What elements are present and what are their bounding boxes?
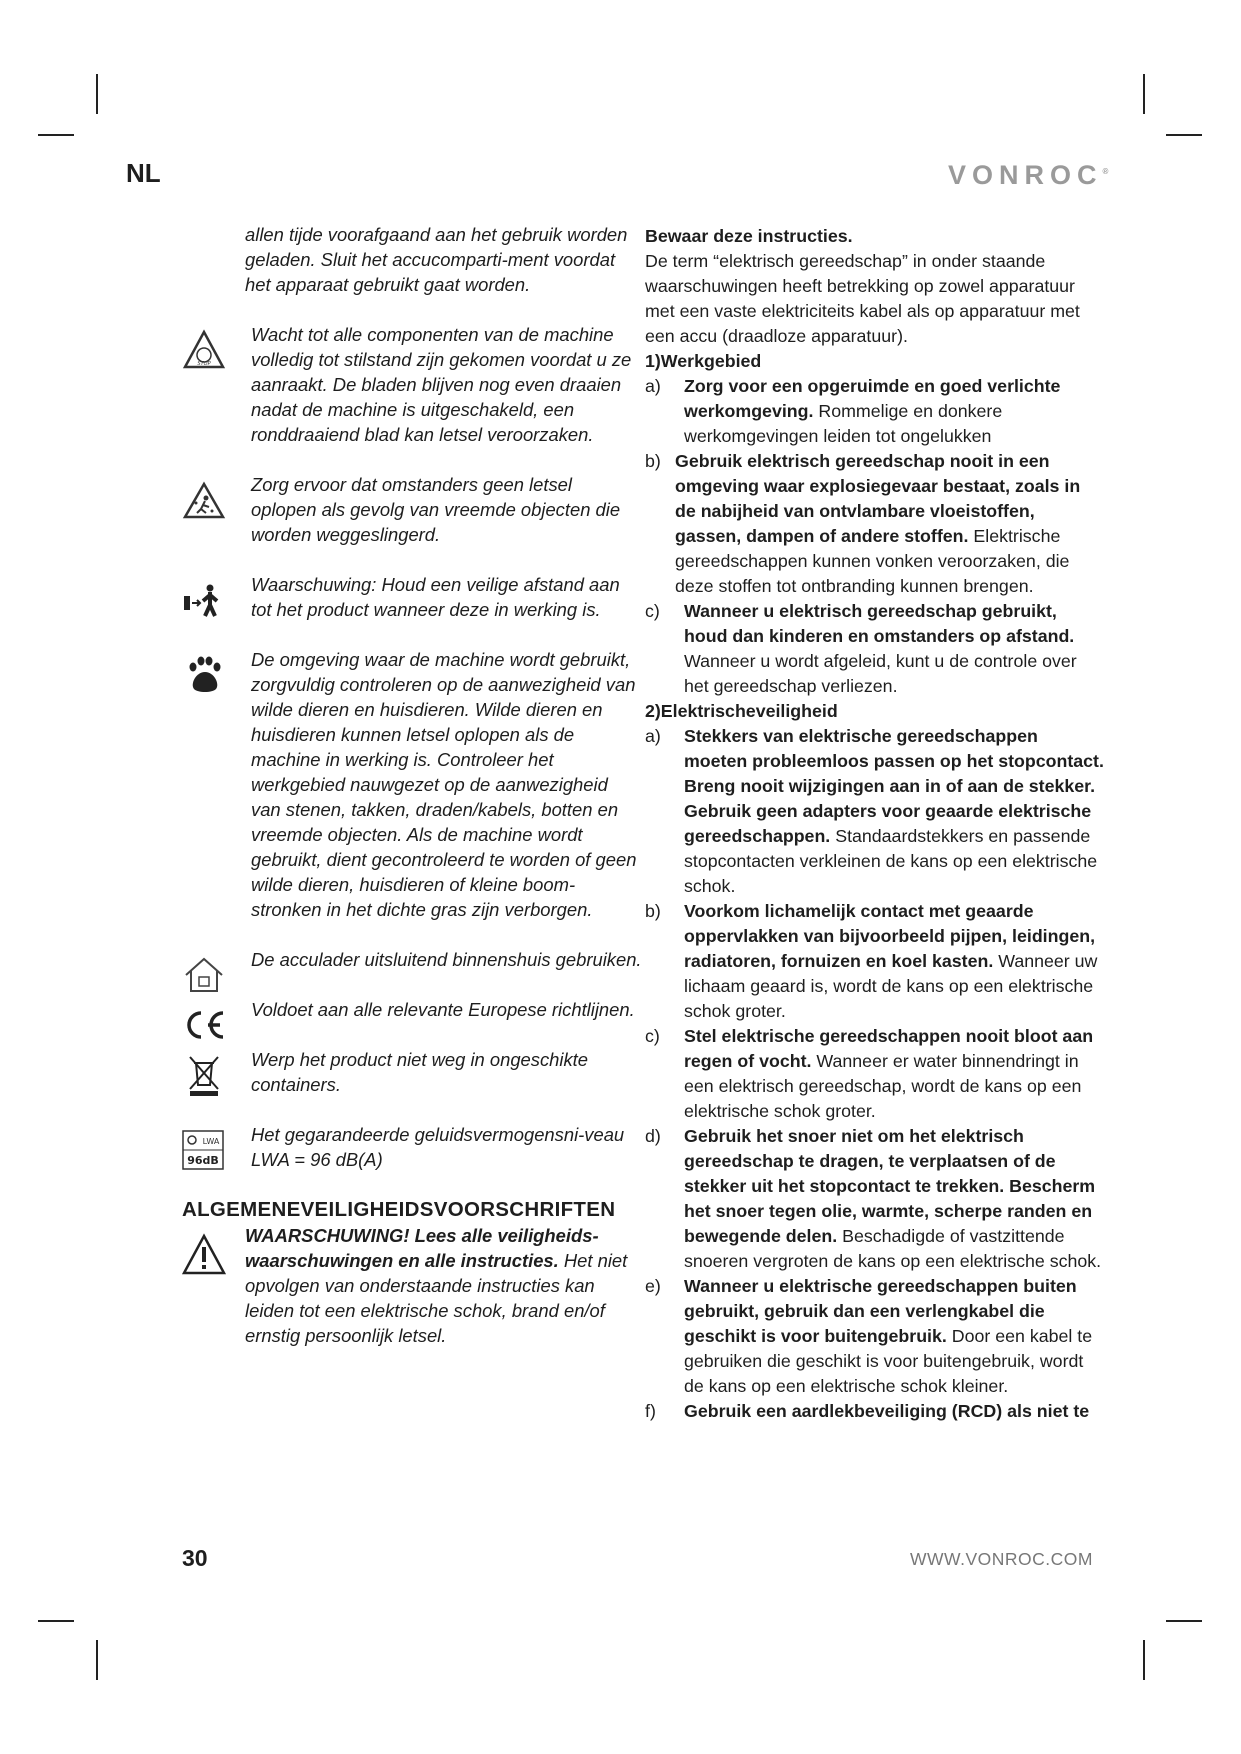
section-title: 1)Werkgebied	[645, 351, 762, 371]
general-warning-row	[182, 1223, 642, 1348]
item-rest: Door een kabel te gebruiken die geschikt is voor buitengebruik, wordt de kans op een elektrische schok kleiner.	[684, 1326, 1093, 1396]
item-letter: b)	[645, 451, 661, 471]
symbol-row	[182, 947, 642, 972]
item-bold: Gebruik elektrisch gereedschap nooit in een omgeving waar explosiegevaar bestaat, zoals in de nabijheid van ontvlambare vloeistoffen, gassen, dampen of andere stoffen.	[675, 451, 1081, 546]
paw-icon	[182, 653, 226, 697]
safe-distance-icon	[182, 578, 226, 622]
item-bold: Wanneer u elektrisch gereedschap gebruikt, houd dan kinderen en omstanders op afstand.	[684, 601, 1075, 646]
symbol-row	[182, 1047, 642, 1097]
ce-mark-icon	[182, 1003, 226, 1047]
item-bold: Stekkers van elektrische gereedschappen moeten probleemloos passen op het stopcontact. Breng nooit wijzigingen aan in of aan de stekker. Gebruik geen adapters voor geaarde elektrische gereedschappen.	[684, 726, 1104, 846]
item-rest: Wanneer u wordt afgeleid, kunt u de controle over het gereedschap verliezen.	[684, 651, 1077, 696]
item-bold: Voorkom lichamelijk contact met geaarde oppervlakken van bijvoorbeeld pijpen, leidingen, radiatoren, fornuizen en koel kasten.	[684, 901, 1096, 971]
item-rest: Wanneer er water binnendringt in een elektrisch gereedschap, wordt de kans op een elektrische schok groter.	[684, 1051, 1082, 1121]
symbol-text: Wacht tot alle componenten van de machine volledig tot stilstand zijn gekomen voordat u ze aanraakt. De bladen blijven nog even draaien nadat de machine is uitgeschakeld, een ronddraaiend blad kan letsel veroorzaken.	[251, 324, 632, 445]
item-bold: Zorg voor een opgeruimde en goed verlichte werkomgeving.	[684, 376, 1061, 421]
item-bold: Wanneer u elektrische gereedschappen buiten gebruikt, gebruik dan een verlengkabel die geschikt is voor buitengebruik.	[684, 1276, 1077, 1346]
left-column	[182, 222, 642, 1348]
section-title: 2)Elektrischeveiligheid	[645, 701, 838, 721]
item-letter: d)	[645, 1126, 661, 1146]
stop-warning-icon	[182, 328, 226, 372]
symbol-row	[182, 472, 642, 547]
list-item	[645, 899, 1105, 1024]
crop-mark	[1143, 1640, 1145, 1680]
warning-triangle-icon	[182, 1233, 226, 1277]
language-code: NL	[126, 158, 161, 188]
svg-text:STOP: STOP	[197, 361, 211, 367]
item-letter: b)	[645, 901, 661, 921]
item-rest: Standaardstekkers en passende stopcontacten verkleinen de kans op een elektrische schok.	[684, 826, 1098, 896]
symbol-text: Voldoet aan alle relevante Europese richtlijnen.	[251, 999, 635, 1020]
list-item	[645, 724, 1105, 899]
item-letter: e)	[645, 1276, 661, 1296]
crop-mark	[96, 1640, 98, 1680]
list-item	[645, 1124, 1105, 1274]
symbol-row	[182, 997, 642, 1022]
list-item	[645, 374, 1105, 449]
indoor-use-icon	[182, 953, 226, 997]
noise-level-icon	[182, 1128, 226, 1172]
symbol-row	[182, 647, 642, 922]
general-warning-rest: Het niet opvolgen van onderstaande instructies kan leiden tot een elektrische schok, brand en/of ernstig persoonlijk letsel.	[245, 1250, 628, 1346]
brand-logo	[948, 160, 1108, 191]
list-item	[645, 1399, 1105, 1424]
item-rest: Rommelige en donkere werkomgevingen leiden tot ongelukken	[684, 401, 1003, 446]
item-letter: c)	[645, 601, 660, 621]
crop-mark	[96, 74, 98, 114]
brand-name: VONROC	[948, 160, 1103, 190]
item-bold: Gebruik een aardlekbeveiliging (RCD) als niet te	[684, 1401, 1090, 1421]
list-item	[645, 1274, 1105, 1399]
list-item	[645, 1024, 1105, 1124]
item-letter: a)	[645, 726, 661, 746]
page-number: 30	[182, 1545, 208, 1571]
crop-mark	[1166, 1620, 1202, 1622]
item-letter: f)	[645, 1401, 656, 1421]
noise-level-label: LWA	[202, 1137, 220, 1146]
right-column	[645, 224, 1105, 1424]
item-rest: Elektrische gereedschappen kunnen vonken veroorzaken, die deze stoffen tot ontbranding kunnen brengen.	[675, 526, 1070, 596]
item-bold: Stel elektrische gereedschappen nooit bloot aan regen of vocht.	[684, 1026, 1094, 1071]
intro-text: allen tijde voorafgaand aan het gebruik worden geladen. Sluit het accucomparti-ment voordat het apparaat gebruikt gaat worden.	[245, 224, 628, 295]
symbol-row	[182, 322, 642, 447]
item-letter: a)	[645, 376, 661, 396]
list-item	[645, 599, 1105, 699]
list-item	[645, 449, 1105, 599]
item-letter: c)	[645, 1026, 660, 1046]
crop-mark	[38, 134, 74, 136]
symbol-text: De omgeving waar de machine wordt gebruikt, zorgvuldig controleren op de aanwezigheid van wilde dieren en huisdieren. Wilde dieren en huisdieren kunnen letsel oplopen als de machine in werking is. Controleer het werkgebied nauwgezet op de aanwezigheid van stenen, takken, draden/kabels, botten en vreemde objecten. Als de machine wordt gebruikt, dient gecontroleerd te worden of geen wilde dieren, huisdieren of kleine boom-stronken in het dichte gras zijn verborgen.	[251, 649, 637, 920]
noise-level-value: 96dB	[187, 1154, 219, 1167]
symbol-text: Waarschuwing: Houd een veilige afstand aan tot het product wanneer deze in werking is.	[251, 574, 620, 620]
general-warning-text	[245, 1223, 642, 1348]
website-url: WWW.VONROC.COM	[910, 1549, 1093, 1569]
general-warning-bold: WAARSCHUWING! Lees alle veiligheids-waarschuwingen en alle instructies.	[245, 1225, 599, 1271]
item-rest: Wanneer uw lichaam geaard is, wordt de kans op een elektrische schok groter.	[684, 951, 1098, 1021]
flying-objects-icon	[182, 478, 226, 522]
crop-mark	[1166, 134, 1202, 136]
weee-bin-icon	[182, 1053, 226, 1097]
symbol-text: Zorg ervoor dat omstanders geen letsel oplopen als gevolg van vreemde objecten die worden weggeslingerd.	[251, 474, 621, 545]
item-bold: Gebruik het snoer niet om het elektrisch gereedschap te dragen, te verplaatsen of de stekker uit het stopcontact te trekken. Bescherm het snoer tegen olie, warmte, scherpe randen en bewegende delen.	[684, 1126, 1096, 1246]
crop-mark	[1143, 74, 1145, 114]
symbol-row	[182, 572, 642, 622]
crop-mark	[38, 1620, 74, 1622]
item-rest: Beschadigde of vastzittende snoeren vergroten de kans op een elektrische schok.	[684, 1226, 1102, 1271]
symbol-text: De acculader uitsluitend binnenshuis gebruiken.	[251, 949, 642, 970]
symbol-text: Werp het product niet weg in ongeschikte containers.	[251, 1049, 589, 1095]
symbol-row	[182, 1122, 642, 1172]
brand-registered-mark: ®	[1102, 167, 1109, 176]
general-safety-heading: ALGEMENEVEILIGHEIDSVOORSCHRIFTEN	[182, 1198, 616, 1221]
keep-instructions: Bewaar deze instructies.	[645, 226, 853, 246]
term-definition: De term “elektrisch gereedschap” in onder staande waarschuwingen heeft betrekking op zowel apparatuur met een vaste elektriciteits kabel als op apparatuur met een accu (draadloze apparatuur).	[645, 251, 1080, 346]
symbol-text: Het gegarandeerde geluidsvermogensni-veau LWA = 96 dB(A)	[251, 1124, 625, 1170]
